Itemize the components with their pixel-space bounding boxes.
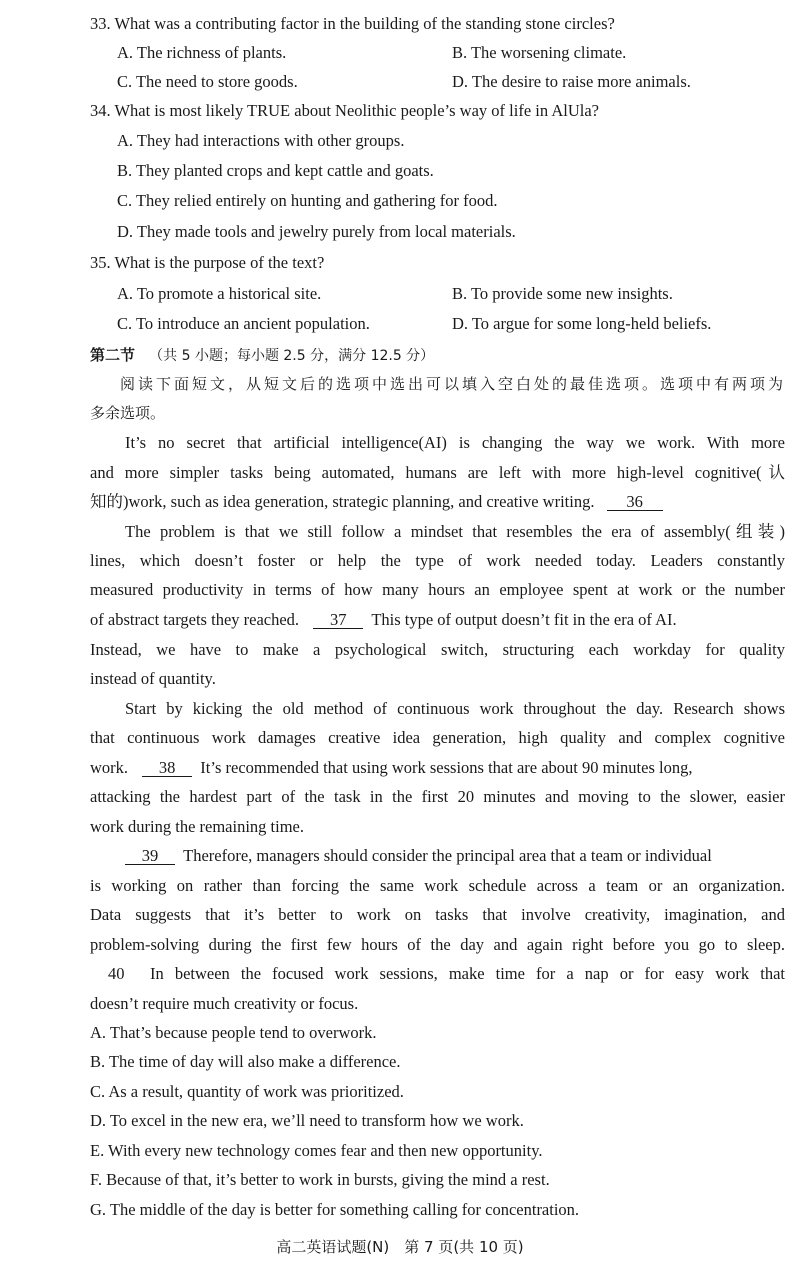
option-e: E. With every new technology comes fear and then new opportunity.: [90, 1141, 543, 1160]
section-instruction-line-2: 多余选项。: [90, 404, 166, 422]
q33-option-b: B. The worsening climate.: [452, 43, 627, 62]
passage-p4-line-4: problem-solving during the first few hours of the day and again right before you go to sleep.: [90, 935, 785, 954]
q35-option-a: A. To promote a historical site.: [117, 284, 322, 303]
q35-option-c: C. To introduce an ancient population.: [117, 314, 370, 333]
q34-option-d: D. They made tools and jewelry purely from local materials.: [117, 222, 516, 241]
passage-p2-line-4: [90, 610, 677, 630]
q33-option-d: D. The desire to raise more animals.: [452, 72, 691, 91]
passage-p2-line-3: measured productivity in terms of how many hours an employee spent at work or the number: [90, 580, 785, 599]
passage-p3-line-2: that continuous work damages creative idea generation, high quality and complex cognitive: [90, 728, 785, 747]
option-d: D. To excel in the new era, we’ll need to transform how we work.: [90, 1111, 524, 1130]
passage-p4-line-1: [125, 846, 712, 866]
question-35-stem: 35. What is the purpose of the text?: [90, 253, 325, 272]
option-g: G. The middle of the day is better for something calling for concentration.: [90, 1200, 580, 1219]
passage-p3-line-4: attacking the hardest part of the task in the first 20 minutes and moving to the slower, easier: [90, 787, 785, 806]
passage-p3-line-5: work during the remaining time.: [90, 817, 304, 836]
section-scoring-note: （共 5 小题；每小题 2.5 分，满分 12.5 分）: [149, 348, 435, 364]
passage-p2-line-4b: This type of output doesn’t fit in the era of AI.: [371, 610, 677, 629]
blank-40-label: 40: [108, 964, 125, 983]
passage-p4-line-2: is working on rather than forcing the same work schedule across a team or an organization.: [90, 876, 785, 895]
passage-p1-line-3-text: 知的)work, such as idea generation, strategic planning, and creative writing.: [90, 492, 595, 511]
option-c: C. As a result, quantity of work was prioritized.: [90, 1082, 404, 1101]
passage-p5-line-1: In between the focused work sessions, make time for a nap or for easy work that: [150, 964, 785, 983]
passage-p1-line-1: It’s no secret that artificial intelligence(AI) is changing the way we work. With more: [125, 433, 785, 452]
passage-p4-line-3: Data suggests that it’s better to work on tasks that involve creativity, imagination, and: [90, 905, 785, 924]
section-title: 第二节: [90, 346, 136, 364]
blank-36: 36: [607, 494, 663, 511]
q35-option-b: B. To provide some new insights.: [452, 284, 673, 303]
section-instruction-line-1: 阅读下面短文，从短文后的选项中选出可以填入空白处的最佳选项。选项中有两项为: [120, 375, 783, 393]
q33-option-c: C. The need to store goods.: [117, 72, 298, 91]
passage-p3-line-3a: work.: [90, 758, 129, 777]
section-header: [90, 345, 434, 366]
blank-37: 37: [313, 612, 363, 629]
passage-p3-line-1: Start by kicking the old method of continuous work throughout the day. Research shows: [125, 699, 785, 718]
passage-p2-line-2: lines, which doesn’t foster or help the type of work needed today. Leaders constantly: [90, 551, 785, 570]
question-34-stem: 34. What is most likely TRUE about Neolithic people’s way of life in AlUla?: [90, 101, 599, 120]
passage-p1-line-2: and more simpler tasks being automated, humans are left with more high-level cognitive(认: [90, 463, 785, 482]
blank-39: 39: [125, 848, 175, 865]
passage-p2-line-1: The problem is that we still follow a mindset that resembles the era of assembly(组装): [125, 522, 785, 541]
passage-p1-line-3: [90, 492, 663, 512]
option-a: A. That’s because people tend to overwork.: [90, 1023, 377, 1042]
option-b: B. The time of day will also make a difference.: [90, 1052, 401, 1071]
passage-p2-line-4a: of abstract targets they reached.: [90, 610, 300, 629]
q33-option-a: A. The richness of plants.: [117, 43, 287, 62]
passage-p2-line-6: instead of quantity.: [90, 669, 216, 688]
q34-option-b: B. They planted crops and kept cattle and goats.: [117, 161, 434, 180]
q35-option-d: D. To argue for some long-held beliefs.: [452, 314, 712, 333]
question-33-stem: 33. What was a contributing factor in the building of the standing stone circles?: [90, 14, 615, 33]
passage-p2-line-5: Instead, we have to make a psychological switch, structuring each workday for quality: [90, 640, 785, 659]
passage-p5-line-2: doesn’t require much creativity or focus.: [90, 994, 359, 1013]
passage-p3-line-3b: It’s recommended that using work sessions that are about 90 minutes long,: [200, 758, 693, 777]
option-f: F. Because of that, it’s better to work in bursts, giving the mind a rest.: [90, 1170, 550, 1189]
page-footer: 高二英语试题(N) 第 7 页(共 10 页): [276, 1238, 524, 1256]
q34-option-a: A. They had interactions with other groups.: [117, 131, 405, 150]
passage-p4-line-1-text: Therefore, managers should consider the principal area that a team or individual: [183, 846, 712, 865]
q34-option-c: C. They relied entirely on hunting and gathering for food.: [117, 191, 498, 210]
blank-38: 38: [142, 760, 192, 777]
passage-p3-line-3: [90, 758, 692, 778]
